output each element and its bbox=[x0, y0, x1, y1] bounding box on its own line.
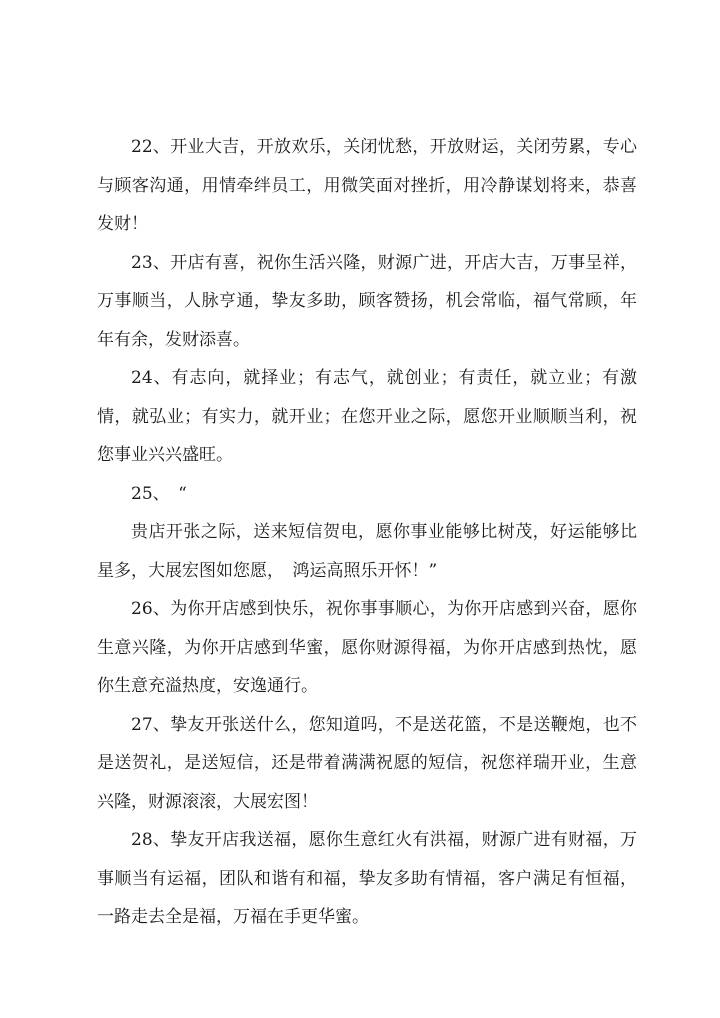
paragraph-28: 28、挚友开店我送福，愿你生意红火有洪福，财源广进有财福，万事顺当有运福，团队和谐有和福，挚友多助有情福，客户满足有恒福，一路走去全是福，万福在手更华蜜。 bbox=[97, 830, 637, 927]
paragraph-25-text: 贵店开张之际，送来短信贺电，愿你事业能够比树茂，好运能够比星多，大展宏图如您愿， 鸿运高照乐开怀！” bbox=[97, 522, 637, 581]
paragraph-25-number: 25、 “ bbox=[131, 483, 187, 504]
paragraph-22: 22、开业大吉，开放欢乐，关闭忧愁，开放财运，关闭劳累，专心与顾客沟通，用情牵绊员工，用微笑面对挫折，用冷静谋划将来，恭喜发财！ bbox=[97, 137, 637, 234]
paragraph-27: 27、挚友开张送什么，您知道吗，不是送花篮，不是送鞭炮，也不是送贺礼，是送短信，还是带着满满祝愿的短信，祝您祥瑞开业，生意兴隆，财源滚滚，大展宏图！ bbox=[97, 714, 637, 812]
document-body bbox=[97, 128, 637, 937]
paragraph-26: 26、为你开店感到快乐，祝你事事顺心，为你开店感到兴奋，愿你生意兴隆，为你开店感到华蜜，愿你财源得福，为你开店感到热忱，愿你生意充溢热度，安逸通行。 bbox=[97, 599, 637, 696]
paragraph-24: 24、有志向，就择业；有志气，就创业；有责任，就立业；有激情，就弘业；有实力，就开业；在您开业之际，愿您开业顺顺当利，祝您事业兴兴盛旺。 bbox=[97, 368, 637, 465]
paragraph-23: 23、开店有喜，祝你生活兴隆，财源广进，开店大吉，万事呈祥，万事顺当，人脉亨通，挚友多助，顾客赞扬，机会常临，福气常顾，年年有余，发财添喜。 bbox=[97, 252, 637, 350]
